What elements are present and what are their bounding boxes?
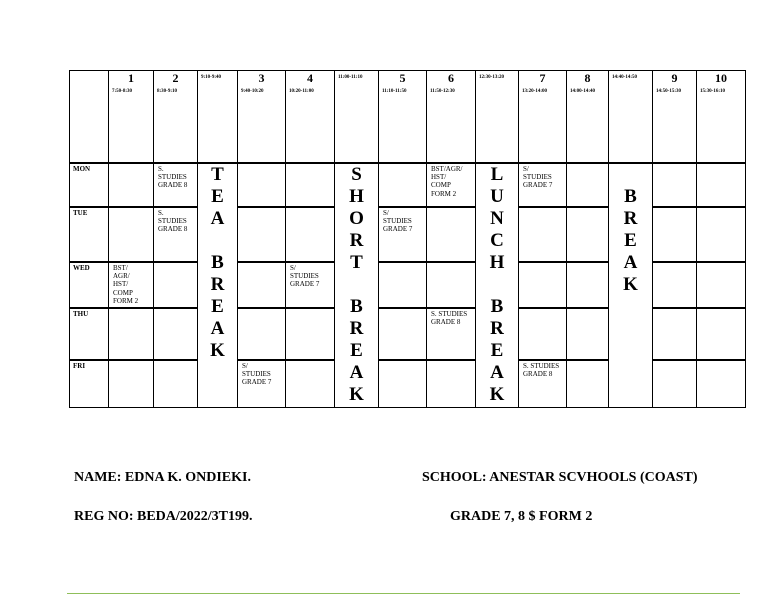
grades-taught: GRADE 7, 8 $ FORM 2 [450,509,593,524]
lesson-cell [286,207,335,262]
period-header [286,71,335,163]
period-time: 12:30-13:20 [479,75,504,80]
break-letter: A [490,361,504,383]
break-letter: B [490,295,504,317]
period-time: 9:40-10:20 [241,89,264,94]
period-header [335,71,379,163]
lesson-cell [427,163,476,207]
lesson-text: BST/AGR/ HST/ COMP FORM 2 [431,164,463,198]
lesson-cell [379,308,427,360]
lesson-cell [109,360,154,408]
period-time: 10:20-11:00 [289,89,314,94]
period-number: 10 [715,71,727,85]
period-number: 8 [584,71,591,85]
lesson-cell [519,360,567,408]
lesson-cell [379,262,427,308]
break-letter: U [490,185,504,207]
day-label: TUE [70,207,109,262]
lesson-cell [519,262,567,308]
lesson-cell [567,163,609,207]
lesson-cell [519,207,567,262]
period-header [653,71,697,163]
lesson-cell [427,207,476,262]
lesson-cell [653,308,697,360]
break-letter: K [210,339,225,361]
break-letter: A [210,207,225,229]
lesson-cell [519,163,567,207]
lesson-cell [697,360,746,408]
lesson-cell [653,360,697,408]
lesson-cell [109,308,154,360]
break-letter: L [490,163,504,185]
period-time: 14:50-15:30 [656,89,681,94]
period-number: 6 [448,71,454,85]
lesson-text: S. STUDIES GRADE 8 [523,361,560,378]
period-number: 9 [671,71,678,85]
lesson-cell [653,207,697,262]
lesson-cell [154,163,198,207]
lunch-break-label [476,164,518,406]
period-number: 4 [307,71,313,85]
lesson-cell [379,163,427,207]
day-label: WED [70,262,109,308]
lesson-cell [109,207,154,262]
afternoon-break-label [609,186,652,296]
break-letter: E [211,185,224,207]
lesson-cell [238,308,286,360]
lesson-text: S. STUDIES GRADE 8 [158,208,188,234]
lesson-cell [286,262,335,308]
period-header [697,71,746,163]
registration-number: REG NO: BEDA/2022/3T199. [74,509,253,524]
lesson-cell [427,360,476,408]
period-number: 7 [539,71,546,85]
lesson-cell [653,163,697,207]
period-header [109,71,154,163]
short-break-label [335,164,378,406]
break-letter: B [624,185,637,207]
period-number: 1 [128,71,134,85]
school-name: SCHOOL: ANESTAR SCVHOOLS (COAST) [422,470,698,485]
lesson-cell [697,163,746,207]
afternoon-break-cell [609,163,653,408]
lesson-text: S/ STUDIES GRADE 7 [242,361,272,387]
break-letter: R [623,207,638,229]
period-number: 2 [172,71,179,85]
period-time: 7:50-8:30 [112,89,132,94]
break-letter: H [489,251,505,273]
lesson-text: S/ STUDIES GRADE 7 [383,208,413,234]
lesson-cell [286,163,335,207]
lesson-cell [567,308,609,360]
day-label: THU [70,308,109,360]
period-header-row [70,71,746,163]
period-header [609,71,653,163]
period-time: 14:00-14:40 [570,89,595,94]
lesson-text: S. STUDIES GRADE 8 [158,164,188,190]
lesson-cell [427,262,476,308]
break-letter: K [623,273,638,295]
period-header [519,71,567,163]
lesson-text: S/ STUDIES GRADE 7 [523,164,553,190]
break-letter: A [210,317,225,339]
lesson-cell [567,360,609,408]
break-letter: K [489,383,505,405]
lesson-cell [286,360,335,408]
short-break-cell [335,163,379,408]
lesson-text: BST/ AGR/ HST/ COMP FORM 2 [113,263,139,306]
break-letter: H [349,185,364,207]
break-letter: E [211,295,224,317]
lesson-cell [109,262,154,308]
break-letter [198,230,237,252]
lesson-text: S. STUDIES GRADE 8 [431,309,468,326]
period-number: 3 [258,71,265,85]
break-letter: B [350,295,363,317]
lesson-cell [567,207,609,262]
break-letter: T [211,163,224,185]
day-label: MON [70,163,109,207]
lesson-cell [238,163,286,207]
lesson-cell [109,163,154,207]
break-letter: B [211,251,224,273]
lesson-text: S/ STUDIES GRADE 7 [290,263,320,289]
period-header [198,71,238,163]
period-header [476,71,519,163]
lesson-cell [653,262,697,308]
period-time: 9:10-9:40 [201,75,221,80]
lesson-cell [567,262,609,308]
period-header [154,71,198,163]
period-time: 14:40-14:50 [612,75,637,80]
lesson-cell [427,308,476,360]
lesson-cell [154,207,198,262]
lesson-cell [697,262,746,308]
lesson-cell [154,308,198,360]
lunch-break-cell [476,163,519,408]
corner-cell [70,71,109,163]
period-time: 8:30-9:10 [157,89,177,94]
break-letter: A [623,251,638,273]
break-letter: O [349,207,364,229]
break-letter: T [350,251,363,273]
lesson-cell [238,262,286,308]
period-header [238,71,286,163]
lesson-cell [379,360,427,408]
lesson-cell [697,207,746,262]
period-time: 13:20-14:00 [522,89,547,94]
period-time: 11:10-11:50 [382,89,407,94]
break-letter: R [349,317,364,339]
tea-break-cell [198,163,238,408]
lesson-cell [379,207,427,262]
timetable [69,70,746,408]
lesson-cell [697,308,746,360]
teacher-name: NAME: EDNA K. ONDIEKI. [74,470,251,485]
break-letter: C [490,229,504,251]
break-letter: R [349,229,364,251]
day-row-mon [70,163,746,207]
break-letter: K [349,383,364,405]
period-time: 15:30-16:10 [700,89,725,94]
break-letter: E [350,339,363,361]
period-time: 11:00-11:10 [338,75,363,80]
period-header [427,71,476,163]
lesson-cell [286,308,335,360]
break-letter: A [349,361,364,383]
break-letter [335,274,378,296]
lesson-cell [238,360,286,408]
break-letter: E [624,229,637,251]
break-letter: S [351,163,362,185]
day-label: FRI [70,360,109,408]
period-header [379,71,427,163]
lesson-cell [519,308,567,360]
lesson-cell [154,262,198,308]
break-letter [476,274,518,296]
period-time: 11:50-12:30 [430,89,455,94]
break-letter: R [210,273,225,295]
break-letter: E [490,339,504,361]
break-letter: N [490,207,504,229]
period-header [567,71,609,163]
break-letter: R [490,317,504,339]
period-number: 5 [399,71,406,85]
tea-break-label [198,164,237,362]
lesson-cell [238,207,286,262]
lesson-cell [154,360,198,408]
